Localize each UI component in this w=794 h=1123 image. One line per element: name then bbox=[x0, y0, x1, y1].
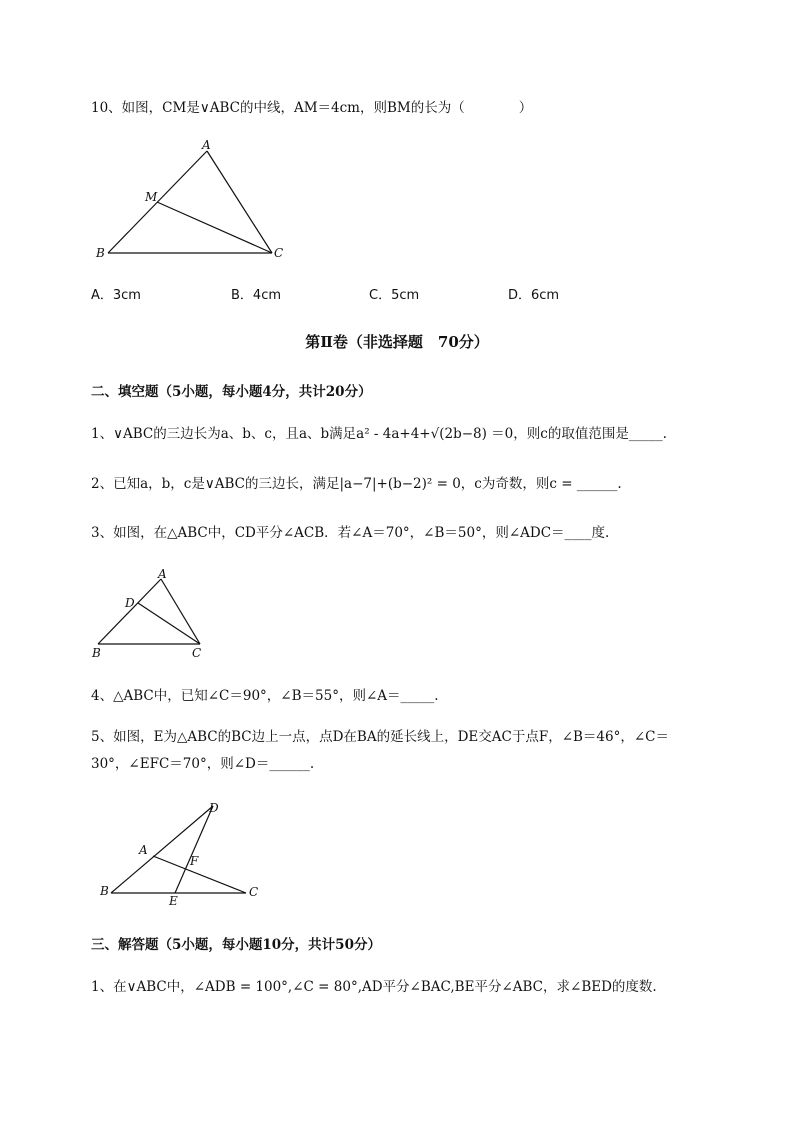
q3-triangle-figure bbox=[88, 565, 218, 665]
fill-q2: 2、已知a，b，c是∨ABC的三边长，满足|a−7|+(b−2)² = 0，c为奇数，则c = ______. bbox=[91, 476, 622, 492]
vertex-label-C: C bbox=[192, 646, 202, 660]
segment-AC bbox=[161, 579, 200, 644]
solve-q1: 1、在∨ABC中，∠ADB = 100°,∠C = 80°,AD平分∠BAC,BE平分∠ABC，求∠BED的度数. bbox=[91, 979, 657, 995]
fill-q1: 1、∨ABC的三边长为a、b、c，且a、b满足a² - 4a+4+√(2b−8) ＝0，则c的取值范围是_____. bbox=[91, 426, 667, 442]
fill-q4: 4、△ABC中，已知∠C＝90°，∠B＝55°，则∠A＝_____. bbox=[91, 688, 439, 704]
vertex-label-D: D bbox=[125, 596, 135, 610]
vertex-label-B: B bbox=[92, 646, 101, 660]
vertex-label-B: B bbox=[100, 884, 109, 898]
option-c: C．5cm bbox=[369, 288, 420, 303]
segment-BD bbox=[111, 806, 213, 893]
segment-CM bbox=[157, 202, 272, 253]
option-d: D．6cm bbox=[508, 288, 560, 303]
vertex-label-M: M bbox=[145, 190, 158, 204]
q10-triangle-figure bbox=[90, 135, 300, 270]
option-b: B．4cm bbox=[231, 288, 282, 303]
vertex-label-C: C bbox=[249, 885, 259, 899]
segment-AC bbox=[153, 856, 246, 893]
vertex-label-B: B bbox=[96, 246, 105, 260]
vertex-label-A: A bbox=[139, 843, 148, 857]
vertex-label-D: D bbox=[209, 801, 219, 815]
q5-triangle-figure bbox=[92, 798, 272, 913]
section2-heading: 二、填空题（5小题，每小题4分，共计20分） bbox=[91, 384, 372, 400]
vertex-label-E: E bbox=[169, 894, 178, 908]
fill-q5-line1: 5、如图，E为△ABC的BC边上一点，点D在BA的延长线上，DE交AC于点F，∠B＝46°，∠C＝ bbox=[91, 729, 669, 745]
vertex-label-F: F bbox=[190, 854, 199, 868]
part2-title: 第Ⅱ卷（非选择题 70分） bbox=[305, 333, 489, 351]
segment-DE bbox=[175, 806, 213, 893]
segment-AC bbox=[207, 151, 272, 253]
fill-q5-line2: 30°，∠EFC＝70°，则∠D＝______. bbox=[91, 756, 315, 772]
vertex-label-A: A bbox=[202, 138, 211, 152]
vertex-label-A: A bbox=[158, 567, 167, 581]
option-a: A．3cm bbox=[91, 288, 141, 303]
q10-text: 10、如图，CM是∨ABC的中线，AM＝4cm，则BM的长为（ ） bbox=[91, 100, 533, 116]
section3-heading: 三、解答题（5小题，每小题10分，共计50分） bbox=[91, 937, 381, 953]
segment-CD bbox=[138, 603, 200, 644]
vertex-label-C: C bbox=[274, 246, 284, 260]
fill-q3: 3、如图，在△ABC中，CD平分∠ACB．若∠A＝70°，∠B＝50°，则∠ADC＝____度. bbox=[91, 525, 610, 541]
